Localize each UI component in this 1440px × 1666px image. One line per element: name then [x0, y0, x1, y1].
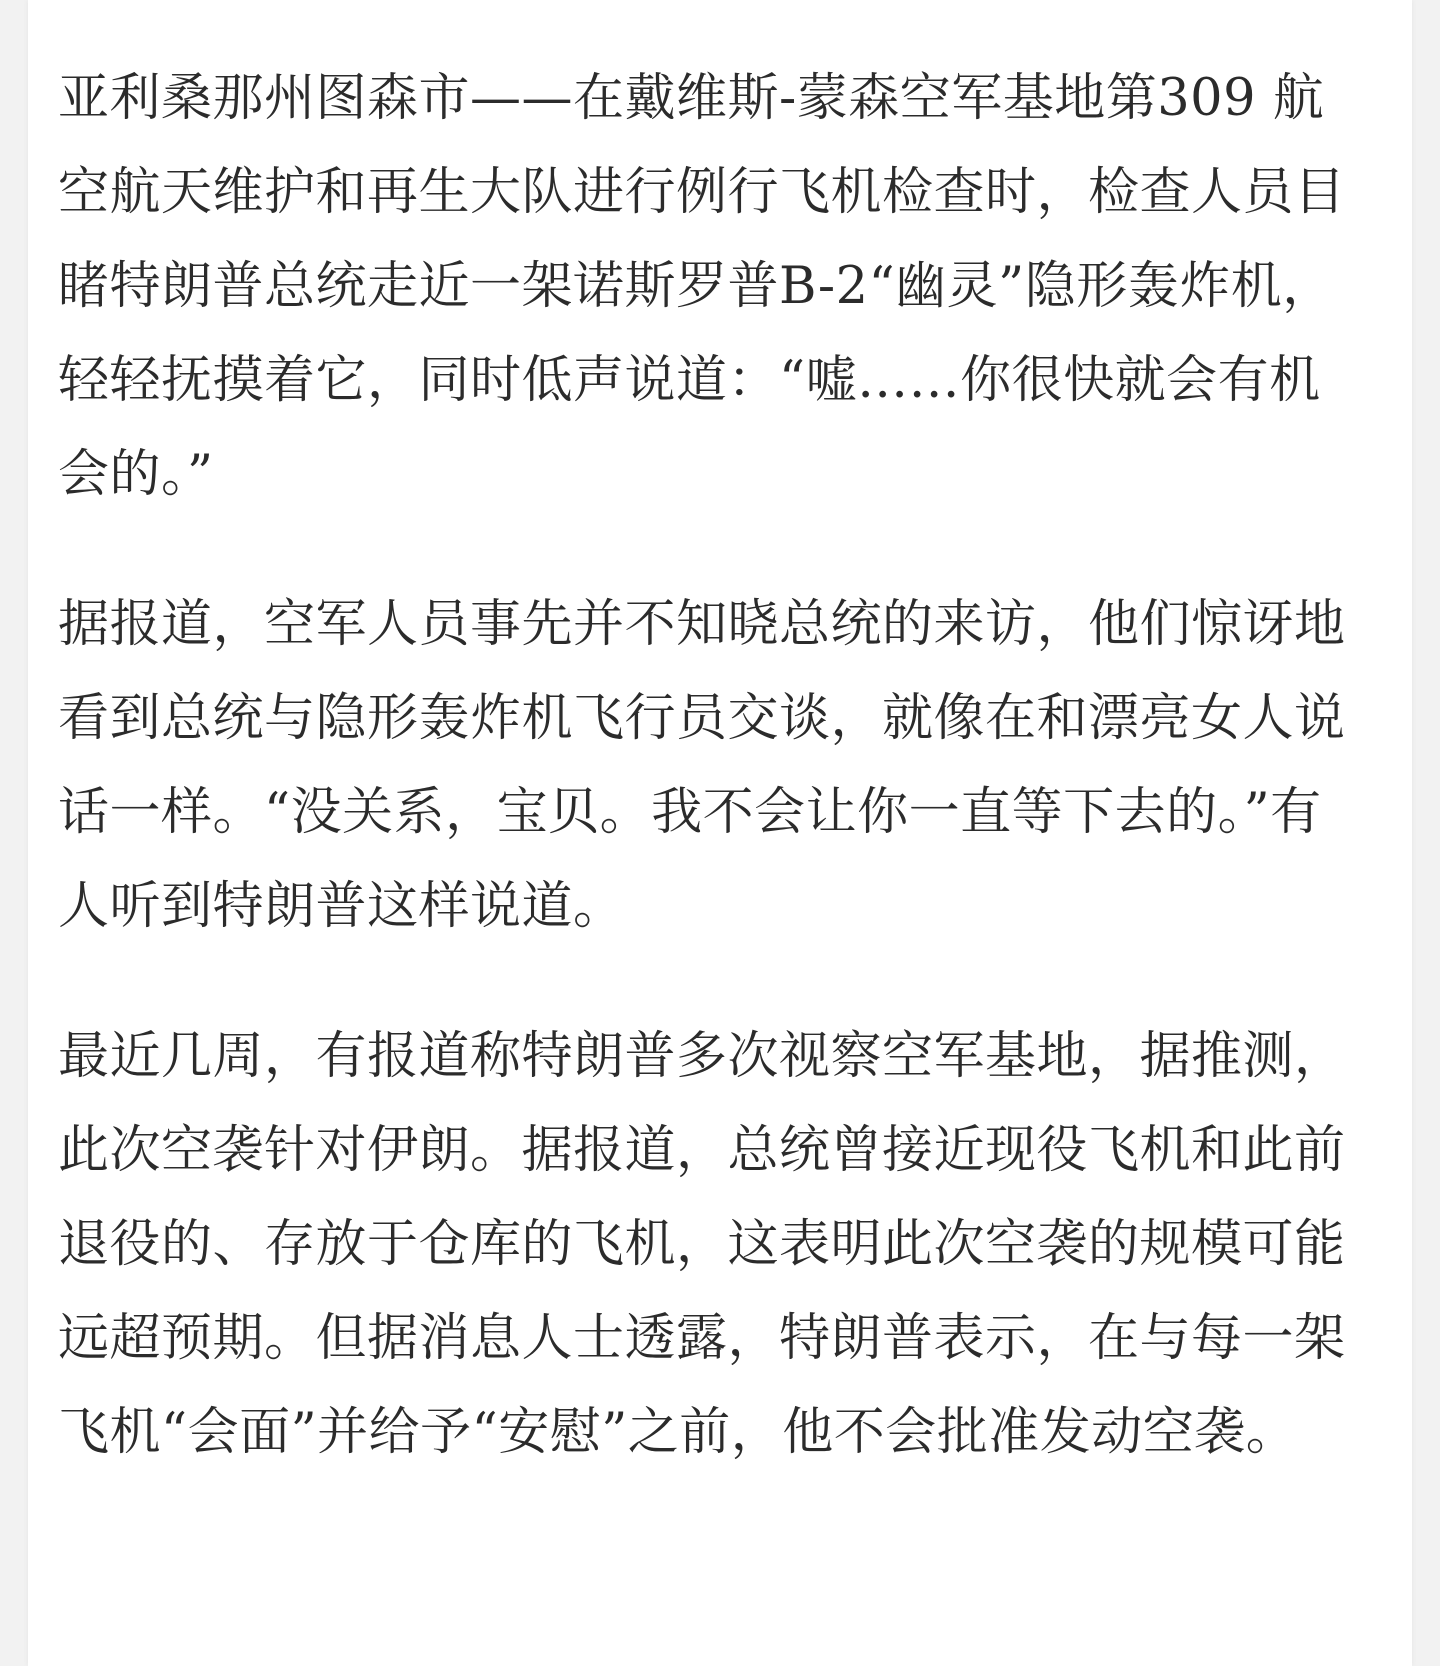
article-card [28, 0, 1412, 1666]
article-paragraph-3: 最近几周，有报道称特朗普多次视察空军基地，据推测，此次空袭针对伊朗。据报道，总统曾接近现役飞机和此前退役的、存放于仓库的飞机，这表明此次空袭的规模可能远超预期。但据消息人士透露，特朗普表示，在与每一架飞机“会面”并给予“安慰”之前，他不会批准发动空袭。 [58, 1027, 1346, 1462]
article-paragraph-1: 亚利桑那州图森市——在戴维斯-蒙森空军基地第309 航空航天维护和再生大队进行例行飞机检查时，检查人员目睹特朗普总统走近一架诺斯罗普B-2“幽灵”隐形轰炸机，轻轻抚摸着它，同时低声说道：“嘘……你很快就会有机会的。” [58, 69, 1346, 504]
article-paragraph-2: 据报道，空军人员事先并不知晓总统的来访，他们惊讶地看到总统与隐形轰炸机飞行员交谈，就像在和漂亮女人说话一样。“没关系，宝贝。我不会让你一直等下去的。”有人听到特朗普这样说道。 [58, 595, 1346, 936]
article-body [58, 52, 1368, 1480]
